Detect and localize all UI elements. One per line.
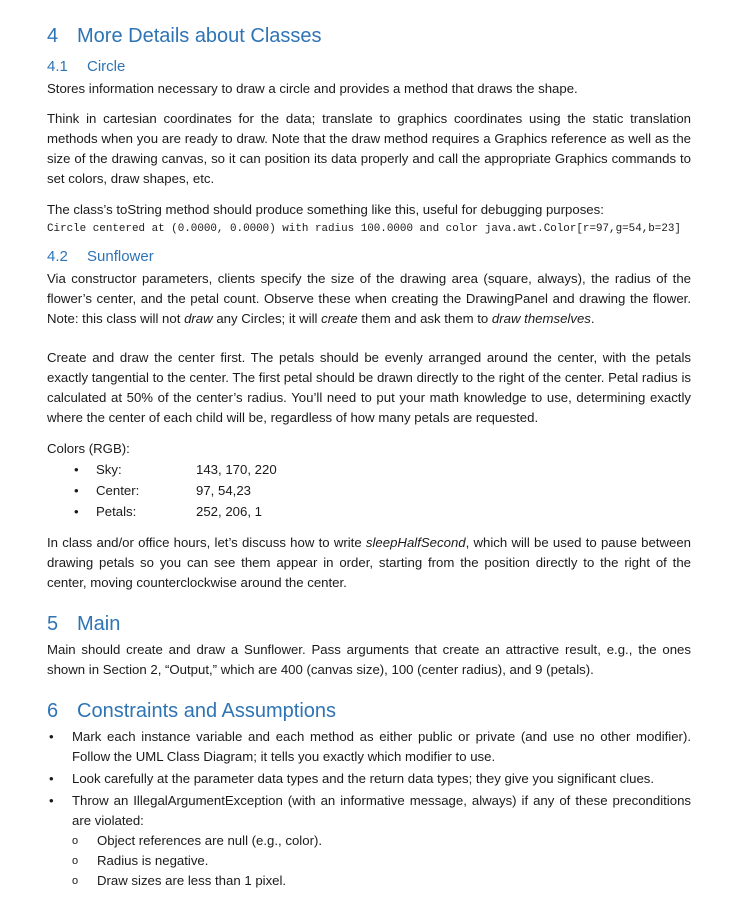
color-item-sky xyxy=(47,459,691,480)
text-run: them and ask them to xyxy=(357,311,492,326)
precondition-item xyxy=(72,871,691,891)
sunflower-center-paragraph: Create and draw the center first. The petals should be evenly arranged around the center, with the petals exactly tangential to the center. The first petal should be drawn directly to the right of the center. Petal radius is calculated at 50% of the center’s radius. You’ll need to put your math knowledge to use, determining exactly where the center of each child will be, regardless of how many petals are requested. xyxy=(47,350,691,425)
section-number: 5 xyxy=(47,613,59,635)
precondition-item xyxy=(72,831,691,851)
bullet-icon: • xyxy=(74,462,79,477)
tostring-code-sample: Circle centered at (0.0000, 0.0000) with radius 100.0000 and color java.awt.Color[r=97,g=54,b=23] xyxy=(47,223,681,235)
circle-tostring-paragraph: The class’s toString method should produce something like this, useful for debugging purposes: xyxy=(47,202,604,217)
circle-intro: Stores information necessary to draw a circle and provides a method that draws the shape. xyxy=(47,81,578,96)
section-title: Main xyxy=(77,613,121,635)
bullet-icon: • xyxy=(74,483,79,498)
section-5-heading xyxy=(47,610,691,638)
section-title: Constraints and Assumptions xyxy=(77,700,337,722)
hollow-bullet-icon: o xyxy=(72,835,79,847)
precondition-text: Object references are null (e.g., color). xyxy=(97,833,323,848)
subsection-number: 4.1 xyxy=(47,58,68,75)
subsection-4-2-heading xyxy=(47,247,691,267)
constraint-text: Mark each instance variable and each method as either public or private (and use no other modifier). Follow the UML Class Diagram; it tells you exactly which modifier to use. xyxy=(72,729,691,764)
text-run: . xyxy=(590,311,595,326)
precondition-text: Draw sizes are less than 1 pixel. xyxy=(97,873,287,888)
color-name: Center: xyxy=(96,483,140,498)
subsection-title: Circle xyxy=(87,58,126,75)
section-number: 6 xyxy=(47,700,59,722)
text-run: In class and/or office hours, let’s discuss how to write xyxy=(47,535,366,550)
constraints-list xyxy=(47,727,691,891)
section-6-heading xyxy=(47,697,691,725)
bullet-icon: • xyxy=(49,793,54,808)
bullet-icon: • xyxy=(74,504,79,519)
constraint-item-exceptions xyxy=(47,791,691,891)
colors-list xyxy=(47,459,691,522)
subsection-number: 4.2 xyxy=(47,248,68,265)
constraint-item-datatypes xyxy=(47,769,691,789)
text-run: any Circles; it will xyxy=(212,311,322,326)
preconditions-list xyxy=(72,831,691,891)
hollow-bullet-icon: o xyxy=(72,875,79,887)
section-4-heading xyxy=(47,22,691,50)
color-name: Sky: xyxy=(96,462,122,477)
sleep-half-second-paragraph xyxy=(47,533,691,593)
precondition-text: Radius is negative. xyxy=(97,853,209,868)
color-item-center xyxy=(47,480,691,501)
color-item-petals xyxy=(47,501,691,522)
emphasis-create: create xyxy=(321,311,358,326)
emphasis-draw-themselves: draw themselves xyxy=(491,311,591,326)
text-run: , which will be used to pause between drawing petals so you can see them appear in order, starting from the position directly to the right of the center, moving counterclockwise around the center. xyxy=(47,535,691,590)
constraint-text: Throw an IllegalArgumentException (with an informative message, always) if any of these preconditions are violated: xyxy=(72,793,691,828)
bullet-icon: • xyxy=(49,729,54,744)
color-value: 97, 54,23 xyxy=(196,483,251,498)
constraint-text: Look carefully at the parameter data types and the return data types; they give you significant clues. xyxy=(72,771,655,786)
color-value: 252, 206, 1 xyxy=(196,504,262,519)
section-number: 4 xyxy=(47,25,59,47)
sunflower-constructor-paragraph xyxy=(47,269,691,329)
main-paragraph: Main should create and draw a Sunflower. Pass arguments that create an attractive result, e.g., the ones shown in Section 2, “Output,” which are 400 (canvas size), 100 (center radius), and 9 (petals). xyxy=(47,642,691,677)
emphasis-draw: draw xyxy=(184,311,213,326)
subsection-title: Sunflower xyxy=(87,248,154,265)
emphasis-sleephalfsecond: sleepHalfSecond xyxy=(365,535,466,550)
text-run: Via constructor parameters, clients specify the size of the drawing area (square, always), the radius of the flower’s center, and the petal count. Observe these when creating the DrawingPanel and drawing the flower. Note: this class will not xyxy=(47,271,691,326)
document-page xyxy=(47,22,691,891)
circle-coordinates-paragraph: Think in cartesian coordinates for the data; translate to graphics coordinates using the static translation methods when you are ready to draw. Note that the draw method requires a Graphics reference as well as the size of the drawing canvas, so it can position its data properly and call the appropriate Graphics commands to set colors, draw shapes, etc. xyxy=(47,111,691,186)
hollow-bullet-icon: o xyxy=(72,855,79,867)
color-value: 143, 170, 220 xyxy=(196,462,277,477)
colors-label: Colors (RGB): xyxy=(47,441,130,456)
constraint-item-modifiers xyxy=(47,727,691,767)
precondition-item xyxy=(72,851,691,871)
section-title: More Details about Classes xyxy=(77,25,322,47)
bullet-icon: • xyxy=(49,771,54,786)
color-name: Petals: xyxy=(96,504,137,519)
subsection-4-1-heading xyxy=(47,57,691,77)
